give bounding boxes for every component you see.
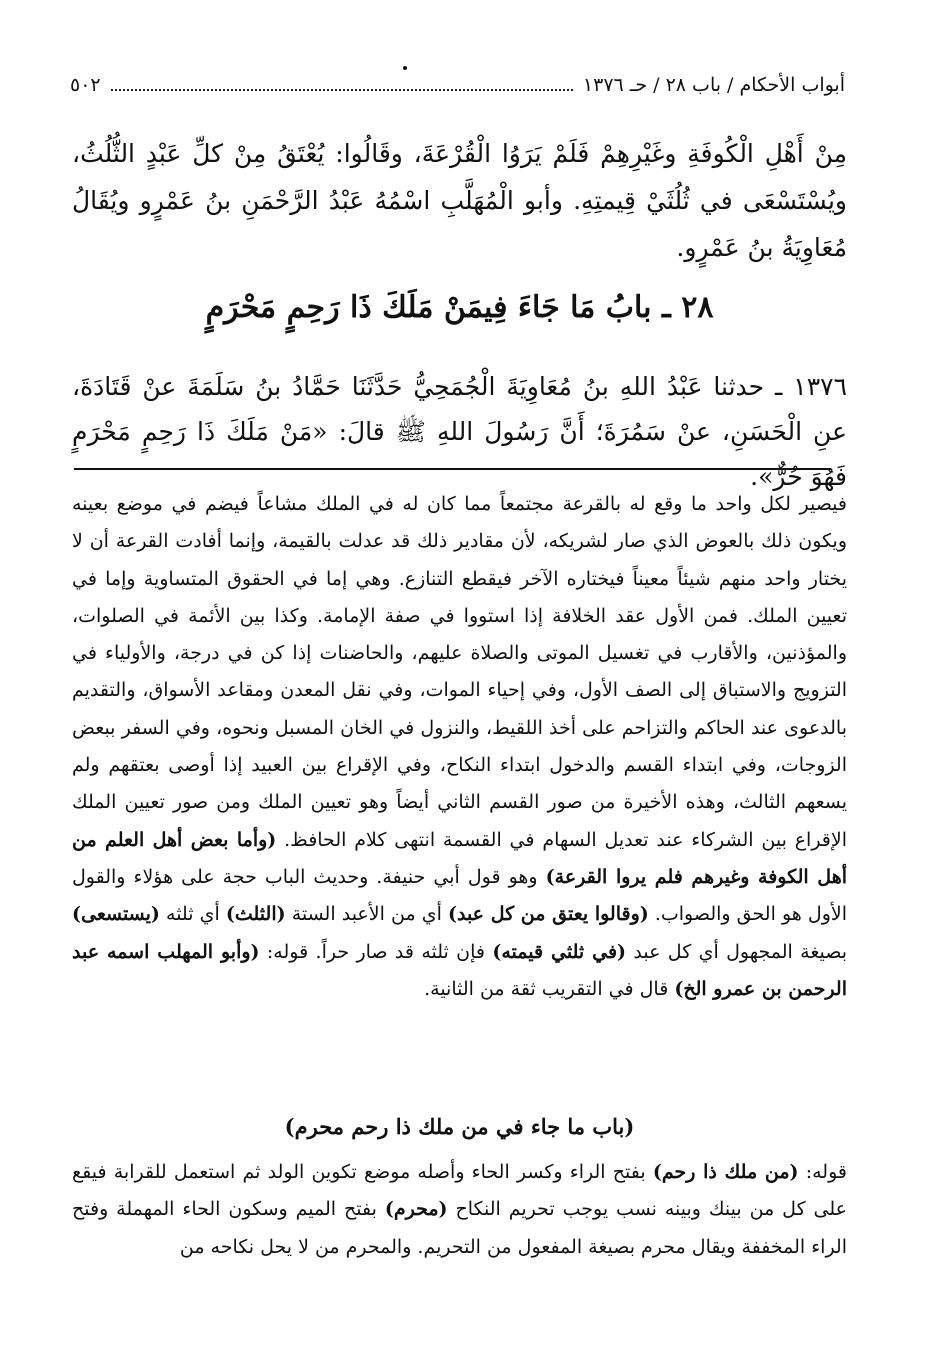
commentary-text: قال في التقريب ثقة من الثانية. <box>424 977 675 1000</box>
commentary-quote: (وأما بعض أهل العلم من أهل الكوفة وغيرهم فلم يروا القرعة) <box>72 828 847 888</box>
commentary-quote: (وأبو المهلب اسمه عبد الرحمن بن عمرو الخ) <box>72 940 847 1000</box>
commentary-chapter-heading: (باب ما جاء في من ملك ذا رحم محرم) <box>284 1114 635 1139</box>
running-header <box>70 68 845 102</box>
commentary-text: فيصير لكل واحد ما وقع له بالقرعة مجتمعاً مما كان له في الملك مشاعاً فيضم في موضع بعينه ويكون ذلك بالعوض الذي صار لشريكه، لأن مقادير ذلك قد عدلت بالقيمة، وإنما أفادت القرعة أن لا يختار واحد منهم شيئاً معيناً فيختاره الآخر فيقطع التنازع. وهي إما في الحقوق المتساوية وإما في تعيين الملك. فمن الأول عقد الخلافة إذا استووا في صفة الإمامة. وكذا بين الأئمة في الصلوات، والمؤذنين، والأقارب في تغسيل الموتى والصلاة عليهم، والحاضنات إذا كن في درجة، والأولياء في التزويج والاستباق إلى الصف الأول، وفي إحياء الموات، وفي نقل المعدن ومقاعد الأسواق، والتقديم بالدعوى عند الحاكم والتزاحم على أخذ اللقيط، والنزول في الخان المسبل ونحوه، وفي السفر ببعض الزوجات، وفي ابتداء القسم والدخول ابتداء النكاح، وفي الإقراع بين العبيد إذا أوصى بعتقهم ولم يسعهم الثالث، وهذه الأخيرة من صور القسم الثاني أيضاً وهو تعيين الملك ومن صور تعيين الملك الإقراع بين الشركاء عند تعديل السهام في القسمة انتهى كلام الحافظ. <box>72 493 848 851</box>
commentary-quote: (يستسعى) <box>72 903 160 926</box>
commentary-quote: (من ملك ذا رحم) <box>652 1161 799 1183</box>
commentary-paragraph <box>72 486 847 1008</box>
header-dotted-leader <box>111 88 573 91</box>
commentary-text: وهو قول أبي حنيفة. وحديث الباب حجة على هؤلاء والقول الأول هو الحق والصواب. <box>72 865 847 926</box>
commentary-text: فإن ثلثه قد صار حراً. قوله: <box>259 940 493 963</box>
commentary-quote: (وقالوا يعتق من كل عبد) <box>447 903 649 926</box>
page-number: ٥٠٢ <box>70 74 101 96</box>
commentary-quote: (في ثلثي قيمته) <box>492 940 627 963</box>
header-title: أبواب الأحكام / باب ٢٨ / حـ ١٣٧٦ <box>582 74 845 96</box>
commentary-text: بصيغة المجهول أي كل عبد <box>626 940 848 963</box>
commentary-quote: (الثلث) <box>225 903 286 926</box>
commentary-text: أي من الأعبد الستة <box>285 903 448 926</box>
commentary-text: أي ثلثه <box>159 903 226 926</box>
commentary-paragraph-2 <box>72 1154 847 1266</box>
matn-text: مِنْ أَهْلِ الْكُوفَةِ وغَيْرِهِمْ فَلَمْ يَرَوُا الْقُرْعَةَ، وقَالُوا: يُعْتَقُ مِنْ كلِّ عَبْدٍ الثُّلُثُ، ويُسْتَسْعَى في ثُلُثَيْ قِيمتِهِ. وأبو الْمُهَلَّبِ اسْمُهُ عَبْدُ الرَّحْمَنِ بنُ عَمْرٍو ويُقَالُ مُعَاوِيَةُ بنُ عَمْرٍو. <box>72 139 847 262</box>
footnote-divider <box>74 468 831 470</box>
commentary-quote: (محرم) <box>384 1198 448 1221</box>
commentary-text: بفتح الراء وكسر الحاء وأصله موضع تكوين الولد ثم استعمل للقرابة فيقع على كل من بينك وبينه نسب يوجب تحريم النكاح <box>72 1161 847 1221</box>
chapter-title: ٢٨ ـ بابُ مَا جَاءَ فِيمَنْ مَلَكَ ذَا رَحِمٍ مَحْرَمٍ <box>205 290 714 325</box>
hadith-text: ١٣٧٦ ـ حدثنا عَبْدُ اللهِ بنُ مُعَاوِيَةَ الْجُمَحِيُّ حَدَّثَنَا حَمَّادُ بنُ سَلَمَةَ عنْ قَتَادَةَ، عنِ الْحَسَنِ، عنْ سَمُرَةَ؛ أَنَّ رَسُولَ اللهِ ﷺ قالَ: «مَنْ مَلَكَ ذَا رَحِمٍ مَحْرَمٍ فَهُوَ حُرٌّ». <box>72 372 847 491</box>
commentary-text: بفتح الميم وسكون الحاء المهملة وفتح الراء المخففة ويقال محرم بصيغة المفعول من التحريم. والمحرم من لا يحل نكاحه من <box>72 1198 847 1258</box>
commentary-text: قوله: <box>798 1161 847 1183</box>
